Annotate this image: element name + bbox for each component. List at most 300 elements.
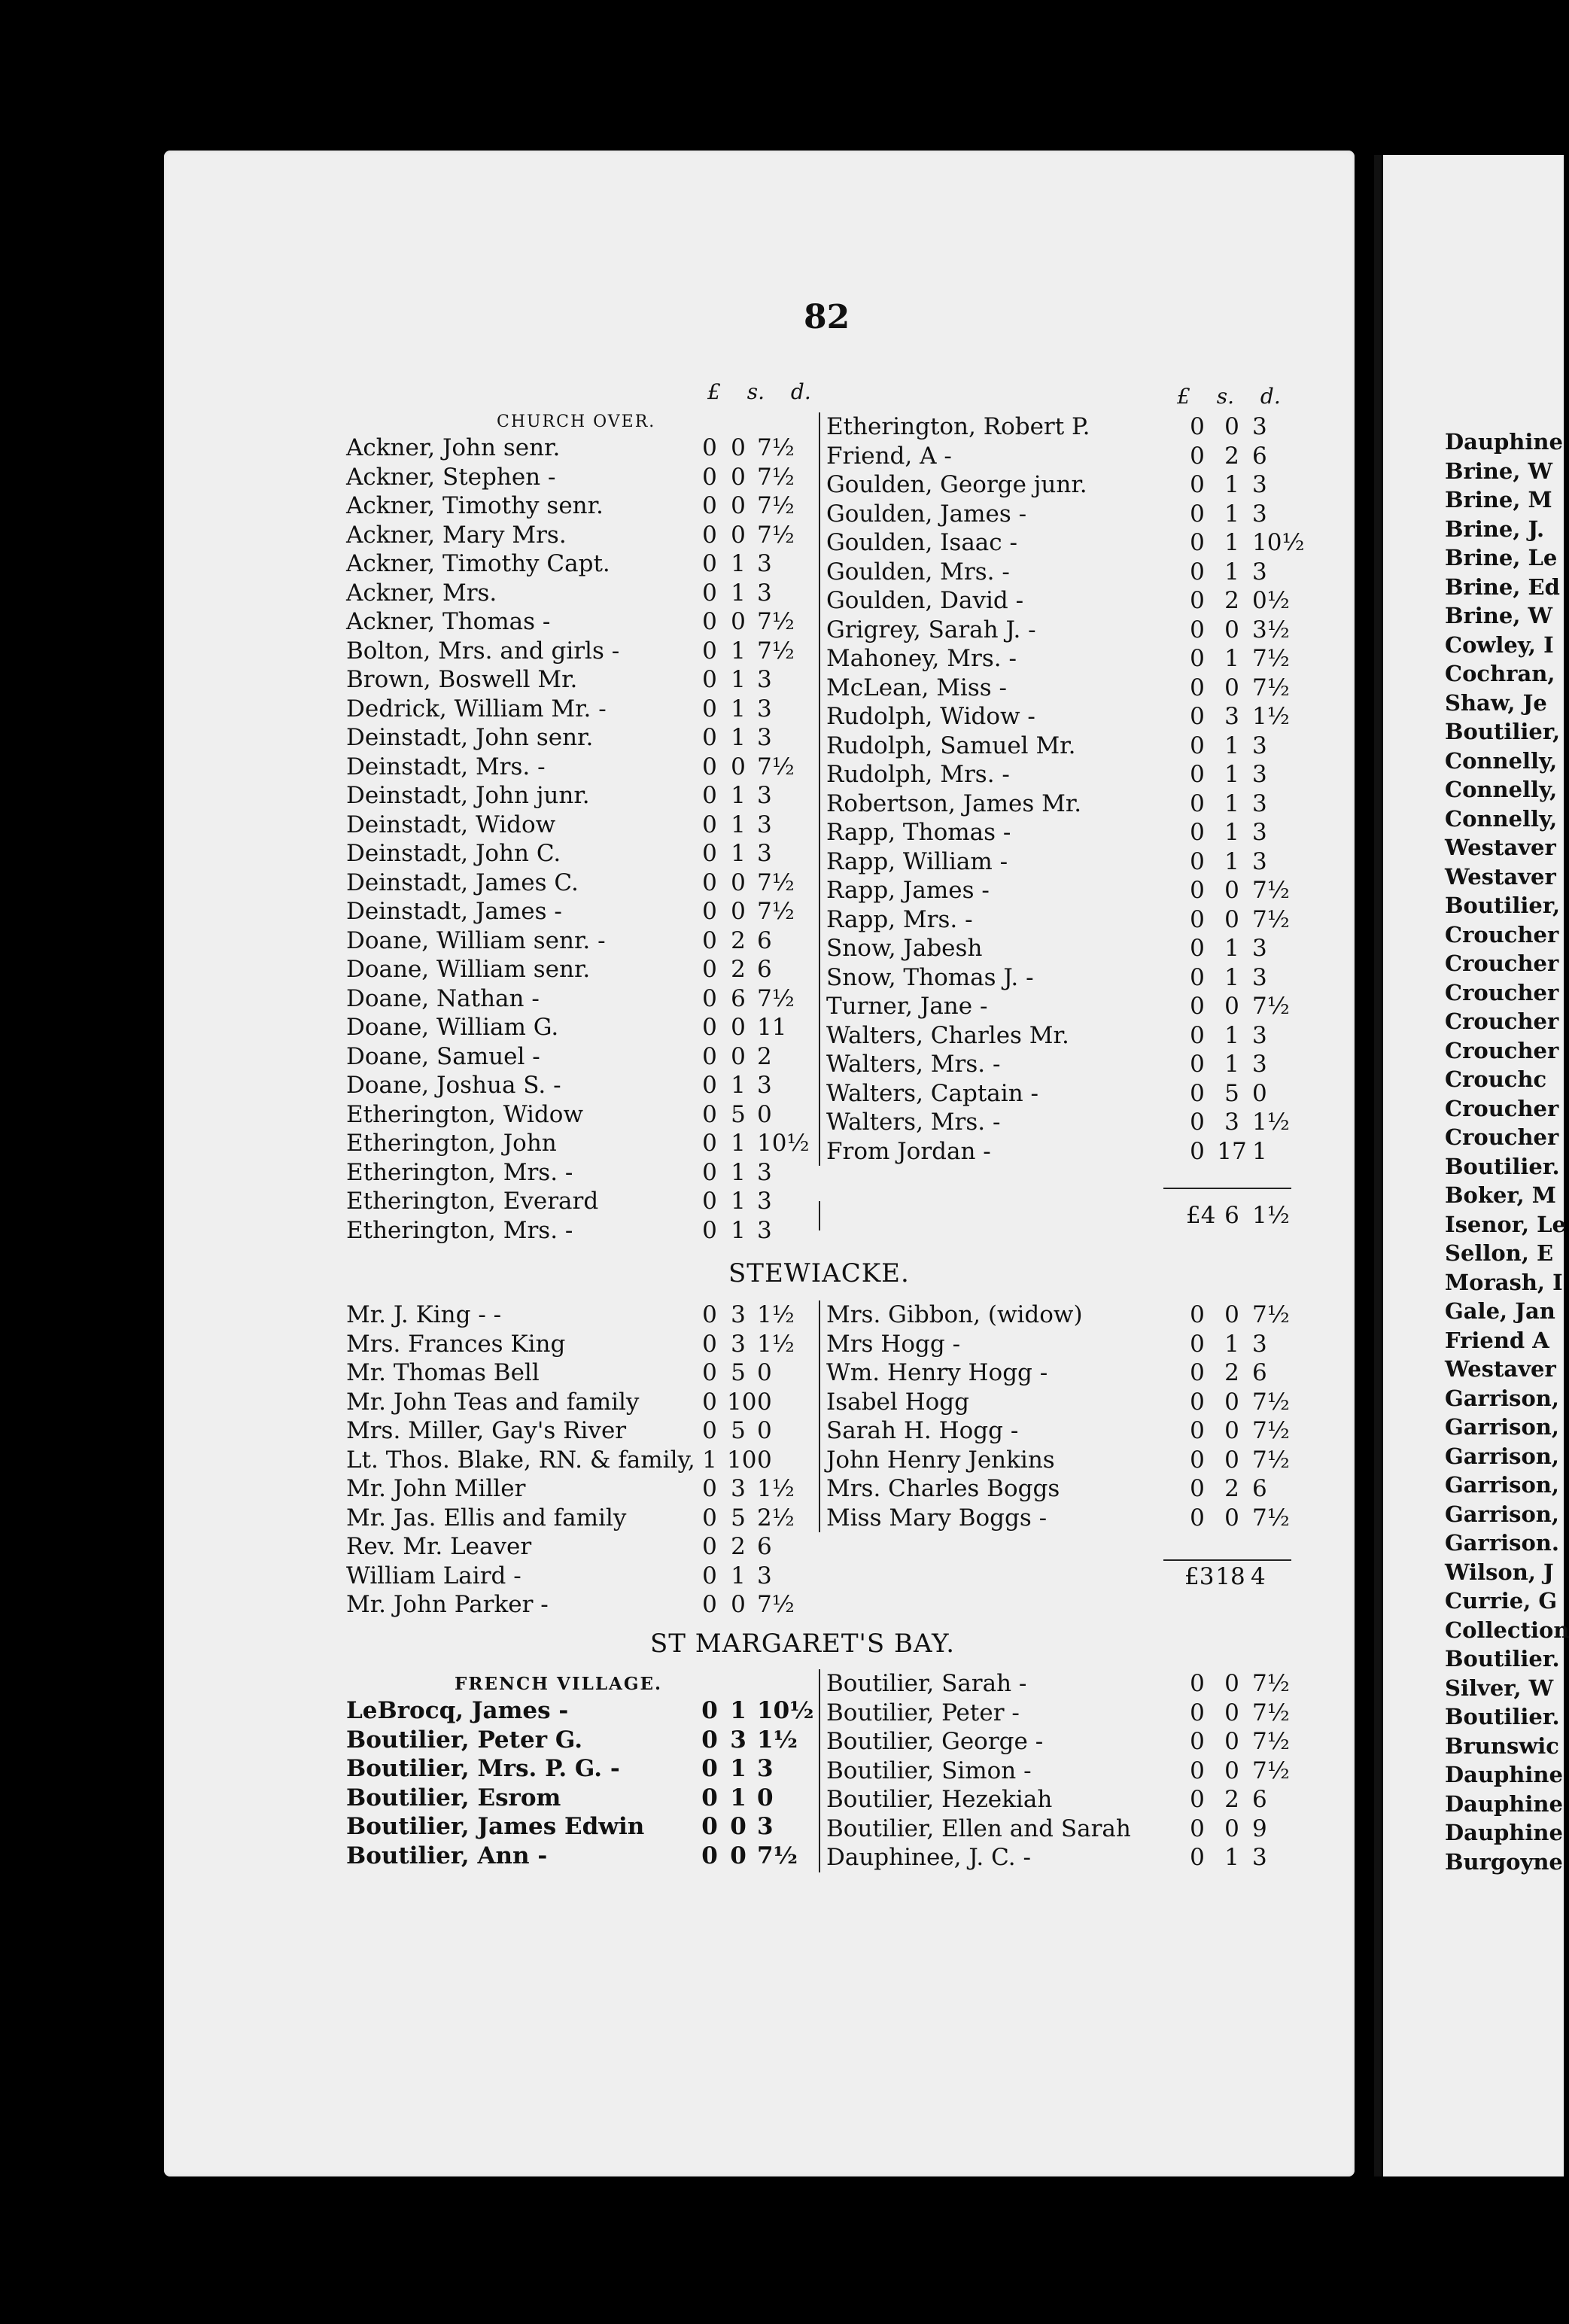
amount-pence: 10½ [757,1697,814,1724]
amount-shillings: 1 [1224,645,1239,672]
amount-shillings: 3 [731,1475,746,1502]
subscriber-name: Brown, Boswell Mr. [346,666,578,693]
next-page-fragment: Westaver [1445,863,1556,890]
amount-shillings: 0 [1224,1388,1239,1416]
amount-pounds: 0 [701,1784,718,1811]
amount-shillings: 1 [1224,732,1239,759]
amount-shillings: 0 [731,868,746,896]
subscriber-row [346,521,813,550]
subscriber-row [346,753,813,782]
amount-shillings: 0 [731,608,746,635]
subscriber-name: Deinstadt, James C. [346,868,579,896]
amount-shillings: 5 [731,1100,746,1128]
amount-pounds: 0 [1190,1359,1205,1386]
church-over-total-rule [1163,1188,1291,1189]
amount-pounds: 0 [702,695,717,722]
subscriber-row [346,1754,813,1784]
subscriber-row [826,1300,1308,1330]
stewiacke-left-list [346,1300,813,1620]
right-currency-header [1177,384,1281,409]
amount-pence: 2 [757,1042,772,1070]
subscriber-row [826,1358,1308,1388]
amount-pounds: 0 [702,898,717,925]
amount-pence: 7½ [1252,1699,1290,1726]
subscriber-row [826,412,1308,442]
amount-pence: 7½ [757,753,795,780]
subscriber-name: Mrs. Miller, Gay's River [346,1417,627,1444]
next-page-fragment: Connelly, [1445,777,1558,802]
amount-shillings: 2 [1224,1475,1239,1502]
total-pence: 4 [1251,1563,1266,1590]
subscriber-name: Boutilier, Esrom [346,1784,561,1811]
subscriber-row [346,1532,813,1562]
amount-shillings: 1 [731,1188,746,1215]
amount-pence: 3½ [1252,616,1290,643]
next-page-fragments [1445,427,1569,1876]
amount-pounds: 0 [1190,413,1205,440]
subscriber-name: Doane, Joshua S. - [346,1072,561,1099]
next-page-fragment: Boutilier, [1445,719,1561,744]
amount-shillings: 2 [731,1533,746,1560]
subscriber-row [826,1137,1308,1167]
subscriber-name: Rapp, William - [826,847,1008,875]
subscriber-name: Rudolph, Mrs. - [826,761,1010,788]
next-page-fragment: Croucher [1445,979,1559,1005]
subscriber-name: Snow, Jabesh [826,935,983,962]
subscriber-name: Rudolph, Samuel Mr. [826,732,1076,759]
subscriber-name: Deinstadt, James - [346,898,562,925]
subscriber-row [346,1042,813,1072]
amount-pence: 3 [1252,789,1267,817]
amount-shillings: 1 [731,840,746,867]
amount-pence: 7½ [1252,1388,1290,1416]
amount-pounds: 0 [702,1504,717,1532]
amount-shillings: 0 [1224,1417,1239,1444]
amount-pounds: 0 [702,868,717,896]
amount-pence: 0 [757,1417,772,1444]
subscriber-row [826,500,1308,529]
subscriber-row [826,674,1308,703]
subscriber-name: Boutilier, Sarah - [826,1670,1027,1697]
subscriber-name: Ackner, Mrs. [346,579,497,607]
page-number: 82 [804,298,850,336]
subscriber-name: Walters, Captain - [826,1079,1038,1107]
subscriber-row [346,1071,813,1100]
subscriber-name: Dauphinee, J. C. - [826,1844,1031,1871]
amount-shillings: 1 [731,724,746,751]
subscriber-row [826,1079,1308,1109]
amount-shillings: 1 [1224,529,1239,556]
next-page-fragment: Brine, W [1445,603,1553,628]
church-over-heading: CHURCH OVER. [497,412,656,431]
subscriber-row [346,868,813,898]
st-margarets-right-list [819,1669,1308,1872]
subscriber-name: Boutilier, Hezekiah [826,1786,1053,1813]
subscriber-row [346,1416,813,1446]
next-page-fragment: Brine, Le [1445,545,1558,570]
subscriber-row [826,1785,1308,1814]
subscriber-name: Mr. Thomas Bell [346,1359,540,1386]
amount-pounds: 0 [702,1100,717,1128]
pence-header: d. [790,379,811,404]
amount-pence: 3 [1252,500,1267,528]
amount-pence: 7½ [1252,993,1290,1020]
subscriber-row [826,732,1308,761]
subscriber-name: Dedrick, William Mr. - [346,695,607,722]
subscriber-row [346,1562,813,1591]
subscriber-row [826,992,1308,1021]
subscriber-row [346,1446,813,1475]
subscriber-row [826,1330,1308,1359]
amount-pence: 1½ [1252,703,1290,730]
amount-pence: 3 [757,666,772,693]
amount-shillings: 1 [1224,761,1239,788]
amount-pence: 0 [757,1359,772,1386]
amount-pence: 3 [757,1562,772,1589]
amount-shillings: 17 [1217,1137,1247,1165]
pence-header: d. [1260,384,1281,409]
amount-shillings: 5 [1224,1079,1239,1107]
amount-shillings: 1 [1224,1330,1239,1358]
amount-pounds: 0 [1190,1728,1205,1755]
amount-pence: 3 [1252,819,1267,846]
amount-pence: 3 [757,1158,772,1186]
amount-shillings: 2 [731,926,746,954]
subscriber-name: Sarah H. Hogg - [826,1417,1019,1444]
subscriber-name: Isabel Hogg [826,1388,969,1416]
next-page-fragment: Silver, W [1445,1675,1554,1701]
subscriber-name: Deinstadt, John C. [346,840,561,867]
amount-pence: 7½ [757,637,795,665]
subscriber-name: Walters, Mrs. - [826,1109,1001,1136]
amount-pence: 7½ [1252,1728,1290,1755]
subscriber-row [346,1158,813,1188]
subscriber-name: Goulden, David - [826,587,1024,614]
subscriber-row [826,1108,1308,1137]
subscriber-row [826,616,1308,645]
next-page-fragment: Collection [1445,1617,1569,1643]
amount-shillings: 1 [1224,1844,1239,1871]
amount-shillings: 5 [731,1504,746,1532]
subscriber-name: Miss Mary Boggs - [826,1504,1048,1532]
subscriber-name: Etherington, Everard [346,1188,599,1215]
subscriber-row [346,839,813,868]
amount-pounds: 0 [1190,963,1205,991]
amount-shillings: 0 [1224,616,1239,643]
next-page-fragment: Boutilier. [1445,1153,1560,1179]
subscriber-row [346,984,813,1014]
total-shillings: 6 [1224,1202,1239,1229]
amount-shillings: 1 [1224,789,1239,817]
church-over-total [819,1201,1308,1230]
amount-pounds: 0 [1190,616,1205,643]
subscriber-row [826,1814,1308,1844]
amount-pounds: 0 [702,666,717,693]
amount-pence: 3 [1252,1021,1267,1049]
subscriber-name: William Laird - [346,1562,521,1589]
amount-shillings: 0 [731,898,746,925]
amount-shillings: 0 [1224,674,1239,701]
amount-pence: 6 [1252,1359,1267,1386]
next-page-fragment: Garrison. [1445,1530,1559,1556]
amount-pounds: 0 [702,1130,717,1157]
next-page-fragment: Boutilier. [1445,1704,1560,1729]
subscriber-row [826,1727,1308,1757]
subscriber-row [826,558,1308,587]
subscriber-name: Ackner, Timothy Capt. [346,550,610,577]
amount-pence: 3 [1252,847,1267,875]
amount-pence: 2½ [757,1504,795,1532]
st-margarets-heading: ST MARGARET'S BAY. [650,1629,956,1659]
subscriber-name: Etherington, John [346,1130,557,1157]
amount-shillings: 1 [1224,558,1239,586]
subscriber-name: Wm. Henry Hogg - [826,1359,1048,1386]
subscriber-name: Boutilier, Simon - [826,1757,1032,1784]
subscriber-row [346,1358,813,1388]
subscriber-name: Turner, Jane - [826,993,988,1020]
amount-shillings: 1 [1224,471,1239,498]
subscriber-name: Lt. Thos. Blake, RN. & family, [346,1446,695,1474]
subscriber-row [826,1416,1308,1446]
amount-shillings: 3 [731,1330,746,1358]
total-pence: 1½ [1252,1202,1290,1229]
amount-shillings: 3 [1224,703,1239,730]
next-page-fragment: Westaver [1445,1356,1556,1382]
amount-pounds: 0 [702,1330,717,1358]
subscriber-name: Mrs Hogg - [826,1330,961,1358]
amount-pounds: 0 [702,579,717,607]
amount-shillings: 1 [731,1072,746,1099]
subscriber-name: Ackner, Thomas - [346,608,551,635]
amount-pounds: 0 [1190,1670,1205,1697]
subscriber-name: Grigrey, Sarah J. - [826,616,1036,643]
subscriber-name: Ackner, Mary Mrs. [346,521,567,549]
amount-shillings: 1 [731,666,746,693]
amount-shillings: 0 [731,434,746,461]
amount-pence: 7½ [1252,905,1290,933]
subscriber-name: Deinstadt, John senr. [346,724,594,751]
subscriber-row [826,1050,1308,1079]
subscriber-name: Boutilier, Mrs. P. G. - [346,1755,620,1782]
amount-shillings: 1 [731,811,746,838]
next-page-fragment: Croucher [1445,1095,1559,1121]
amount-pounds: 0 [702,1042,717,1070]
subscriber-row [346,607,813,637]
subscriber-name: Etherington, Robert P. [826,413,1090,440]
amount-pence: 1½ [1252,1109,1290,1136]
amount-pence: 6 [757,1533,772,1560]
total-shillings: 18 [1215,1563,1245,1590]
shillings-header: s. [1216,384,1235,409]
subscriber-name: From Jordan - [826,1137,991,1165]
amount-pounds: 0 [702,1562,717,1589]
amount-pounds: 0 [702,782,717,809]
subscriber-row [826,818,1308,847]
amount-shillings: 0 [731,492,746,519]
subscriber-name: Goulden, Mrs. - [826,558,1010,586]
amount-shillings: 2 [1224,1786,1239,1813]
subscriber-row [346,1013,813,1042]
subscriber-row [346,723,813,753]
subscriber-row [346,1216,813,1246]
amount-pence: 7½ [757,1842,798,1869]
next-page-fragment: Garrison, [1445,1414,1559,1440]
amount-pence: 3 [757,1813,774,1840]
subscriber-row [346,579,813,608]
subscriber-row [346,1842,813,1871]
amount-pounds: 0 [1190,703,1205,730]
subscriber-row [346,1187,813,1216]
subscriber-name: Mrs. Frances King [346,1330,566,1358]
shillings-header: s. [746,379,765,404]
amount-pounds: 0 [702,1072,717,1099]
amount-shillings: 0 [731,1014,746,1041]
next-page-fragment: Brine, W [1445,458,1553,484]
next-page-fragment: Brine, J. [1445,516,1545,542]
amount-pounds: 0 [701,1755,718,1782]
amount-pence: 1½ [757,1475,795,1502]
amount-pence: 7½ [757,463,795,491]
subscriber-name: Rapp, James - [826,877,990,904]
amount-shillings: 1 [731,1158,746,1186]
amount-pounds: 0 [702,1301,717,1328]
next-page-fragment: Burgoyne [1445,1848,1563,1875]
next-page-fragment: Dauphine [1445,1790,1563,1817]
amount-pence: 7½ [1252,1446,1290,1474]
amount-pounds: 0 [702,608,717,635]
amount-shillings: 0 [1224,905,1239,933]
subscriber-row [346,1812,813,1842]
amount-pounds: 0 [1190,529,1205,556]
subscriber-row [346,1504,813,1533]
amount-pence: 7½ [1252,674,1290,701]
amount-pence: 3 [1252,1330,1267,1358]
next-page-fragment: Croucher [1445,921,1559,948]
amount-pence: 7½ [757,521,795,549]
next-page-fragment: Boker, M [1445,1182,1556,1208]
next-page-fragment: Brine, Ed [1445,573,1560,600]
amount-pence: 7½ [1252,1301,1290,1328]
amount-shillings: 1 [1224,963,1239,991]
subscriber-name: John Henry Jenkins [826,1446,1055,1474]
subscriber-name: Rapp, Thomas - [826,819,1011,846]
next-page-fragment: Garrison, [1445,1501,1559,1527]
amount-pounds: 0 [702,1158,717,1186]
subscriber-name: Rev. Mr. Leaver [346,1533,532,1560]
amount-pounds: 0 [702,956,717,983]
subscriber-name: Mr. John Parker - [346,1591,549,1618]
amount-pounds: 0 [702,840,717,867]
amount-pounds: 0 [702,550,717,577]
amount-pence: 10½ [757,1130,810,1157]
subscriber-name: Goulden, Isaac - [826,529,1017,556]
subscriber-row [826,1388,1308,1417]
next-page-fragment: Cowley, I [1445,631,1554,658]
amount-pounds: 0 [702,637,717,665]
st-margarets-left-list [346,1696,813,1870]
amount-pence: 1½ [757,1330,795,1358]
subscriber-name: Goulden, George junr. [826,471,1087,498]
subscriber-row [826,905,1308,935]
amount-pounds: 0 [1190,1417,1205,1444]
amount-pence: 11 [757,1014,787,1041]
amount-pounds: 0 [1190,993,1205,1020]
amount-pence: 7½ [757,1591,795,1618]
subscriber-name: Deinstadt, Mrs. - [346,753,546,780]
amount-pence: 9 [1252,1814,1267,1842]
subscriber-row [346,926,813,956]
next-page-fragment: Friend A [1445,1327,1549,1353]
subscriber-name: Mahoney, Mrs. - [826,645,1017,672]
amount-shillings: 1 [730,1784,746,1811]
next-page-fragment: Croucher [1445,1008,1559,1034]
amount-shillings: 1 [731,782,746,809]
next-page-fragment: Cochran, [1445,661,1555,686]
stewiacke-heading: STEWIACKE. [728,1258,910,1288]
amount-pence: 7½ [757,898,795,925]
amount-pence: 6 [1252,1475,1267,1502]
amount-pence: 6 [757,956,772,983]
amount-pounds: 0 [1190,558,1205,586]
next-page-fragment: Morash, I [1445,1269,1563,1295]
amount-pounds: 0 [702,926,717,954]
subscriber-row [346,1330,813,1359]
amount-shillings: 0 [1224,877,1239,904]
next-page-fragment: Crouchc [1445,1066,1547,1092]
amount-pence: 3 [1252,413,1267,440]
church-over-left-list [346,433,813,1245]
subscriber-name: Boutilier, Ann - [346,1842,548,1869]
amount-pence: 6 [1252,1786,1267,1813]
subscriber-row [346,1696,813,1726]
amount-pence: 0 [757,1784,774,1811]
french-village-heading: FRENCH VILLAGE. [455,1674,663,1694]
amount-pounds: 0 [702,1216,717,1244]
amount-shillings: 1 [1224,1021,1239,1049]
subscriber-name: LeBrocq, James - [346,1697,569,1724]
amount-shillings: 0 [1224,1757,1239,1784]
amount-pounds: 0 [701,1697,718,1724]
amount-pounds: 0 [702,1591,717,1618]
amount-pounds: 0 [702,1014,717,1041]
amount-shillings: 0 [731,753,746,780]
subscriber-row [346,695,813,724]
amount-pence: 7½ [757,608,795,635]
amount-shillings: 0 [1224,1446,1239,1474]
next-page-fragment: Garrison, [1445,1385,1559,1411]
subscriber-name: Friend, A - [826,442,952,470]
amount-shillings: 1 [731,550,746,577]
amount-pence: 0 [757,1100,772,1128]
subscriber-row [346,433,813,463]
pounds-header: £ [707,379,721,404]
amount-pounds: 0 [702,724,717,751]
subscriber-row [826,470,1308,500]
amount-pounds: 0 [1190,587,1205,614]
amount-pence: 3 [1252,1051,1267,1078]
subscriber-row [826,1021,1308,1051]
amount-pounds: 0 [702,1475,717,1502]
next-page-fragment: Connelly, [1445,747,1558,774]
amount-pence: 3 [757,550,772,577]
amount-pence: 3 [757,1755,774,1782]
amount-pounds: 0 [1190,1109,1205,1136]
amount-pence: 7½ [1252,645,1290,672]
amount-shillings: 1 [731,695,746,722]
subscriber-row [346,1100,813,1130]
subscriber-name: Goulden, James - [826,500,1027,528]
amount-pounds: 0 [1190,1814,1205,1842]
